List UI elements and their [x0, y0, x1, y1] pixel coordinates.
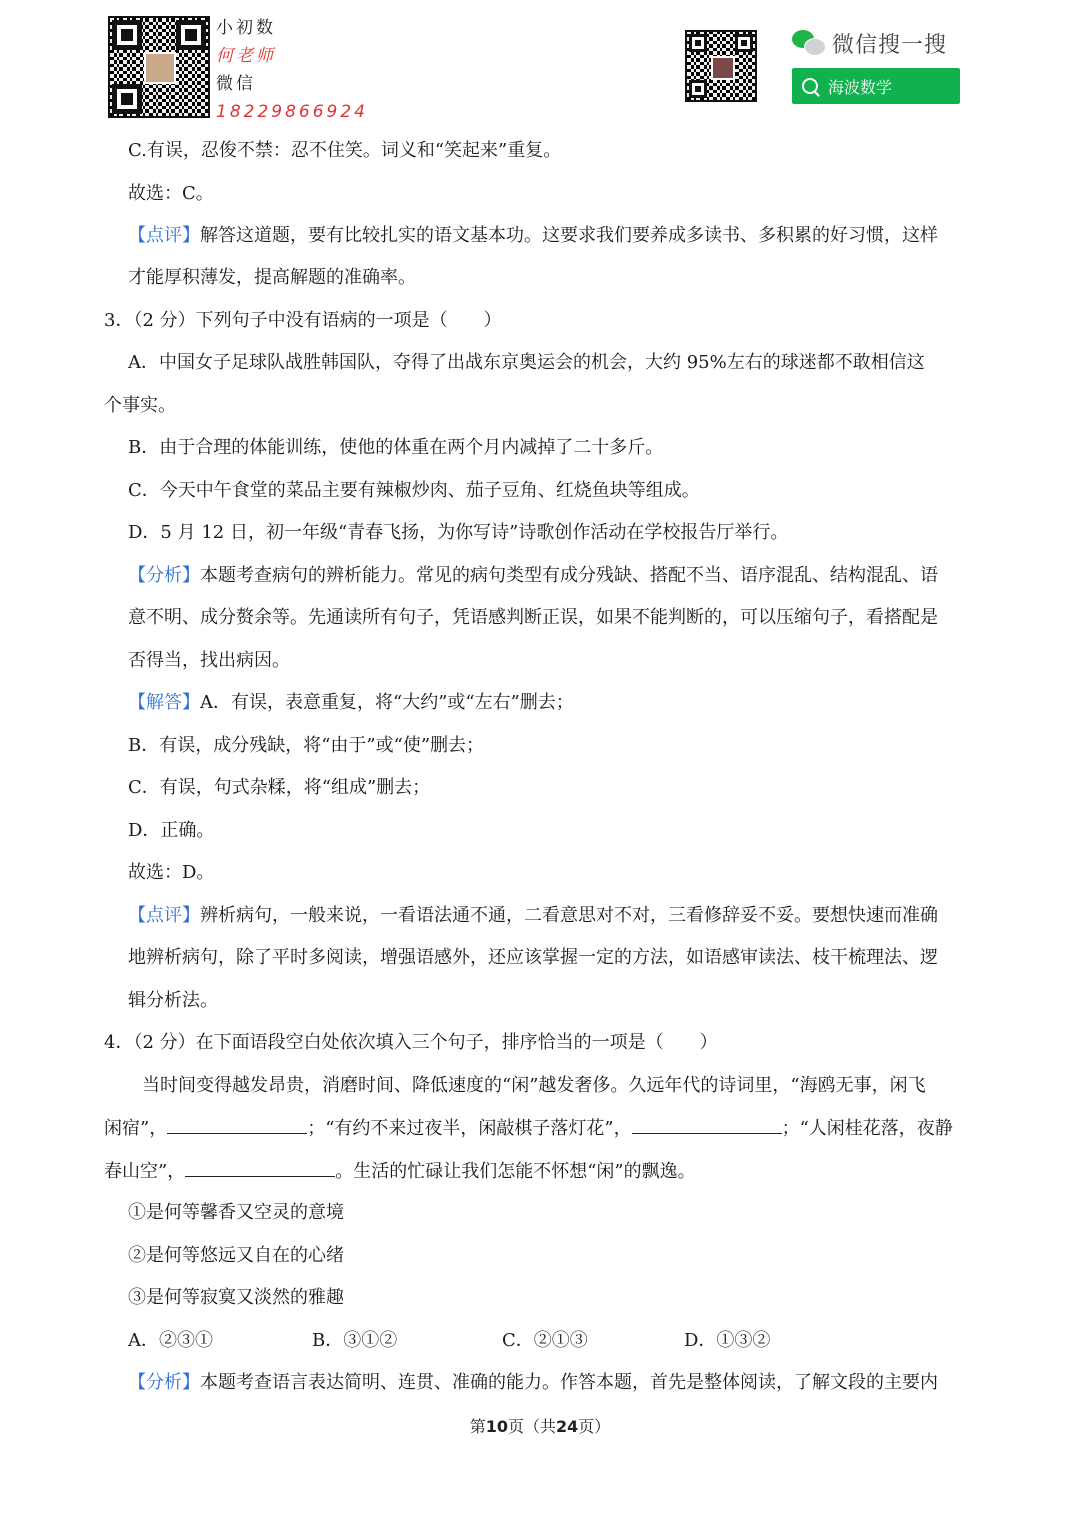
comment-text: 解答这道题，要有比较扎实的语文基本功。这要求我们要养成多读书、多积累的好习惯，这样	[200, 225, 938, 246]
text-line: C．有误，句式杂糅，将“组成”删去；	[128, 777, 431, 798]
comment-tag: 【点评】	[128, 225, 200, 246]
qr-finder	[176, 20, 206, 50]
qr-finder	[112, 84, 142, 114]
passage-text: 春山空”，	[104, 1161, 186, 1182]
fill-blank	[632, 1115, 782, 1134]
passage-line	[104, 1115, 953, 1142]
qr-finder	[735, 34, 753, 52]
analysis-text: 本题考查语言表达简明、连贯、准确的能力。作答本题，首先是整体阅读，了解文段的主要内	[200, 1372, 938, 1393]
passage-text: ；“人闲桂花落，夜静	[781, 1118, 953, 1139]
choice-c: C．②①③	[502, 1330, 588, 1351]
text-line: C.有误，忍俊不禁：忍不住笑。词义和“笑起来”重复。	[128, 140, 562, 161]
fill-blank	[185, 1158, 335, 1177]
text-line: 否得当，找出病因。	[128, 650, 290, 671]
sentence-option: ①是何等馨香又空灵的意境	[128, 1202, 344, 1223]
option-b: B．由于合理的体能训练，使他的体重在两个月内减掉了二十多斤。	[128, 437, 664, 458]
question-3: 3．（2 分）下列句子中没有语病的一项是（ ）	[104, 310, 502, 331]
comment-line	[128, 903, 938, 929]
text-line: 故选：C。	[128, 183, 214, 204]
analysis-line	[128, 1370, 938, 1396]
option-c: C．今天中午食堂的菜品主要有辣椒炒肉、茄子豆角、红烧鱼块等组成。	[128, 480, 700, 501]
text-line: B．有误，成分残缺，将“由于”或“使”删去；	[128, 735, 485, 756]
answer-tag: 【解答】	[128, 692, 200, 713]
qr-code-wechat	[685, 30, 757, 102]
passage-text: 闲宿”，	[104, 1118, 168, 1139]
text-line: 意不明、成分赘余等。先通读所有句子，凭语感判断正误，如果不能判断的，可以压缩句子，看搭配是	[128, 607, 938, 628]
footer-text: 第	[469, 1417, 486, 1436]
passage-text: ；“有约不来过夜半，闲敲棋子落灯花”，	[307, 1118, 632, 1139]
choice-a: A．②③①	[128, 1330, 213, 1351]
analysis-tag: 【分析】	[128, 1372, 200, 1393]
search-icon	[802, 78, 818, 94]
option-a-cont: 个事实。	[104, 395, 176, 416]
qr-code-teacher	[108, 16, 210, 118]
page-footer	[0, 1414, 1080, 1437]
passage-text: 。生活的忙碌让我们怎能不怀想“闲”的飘逸。	[335, 1161, 696, 1182]
answer-text: A．有误，表意重复，将“大约”或“左右”删去；	[200, 692, 574, 713]
footer-text: 页（共	[507, 1417, 556, 1436]
sentence-option: ②是何等悠远又自在的心绪	[128, 1245, 344, 1266]
sentence-option: ③是何等寂寞又淡然的雅趣	[128, 1287, 344, 1308]
teacher-line-3: 微信	[216, 74, 256, 94]
wechat-search-title: 微信搜一搜	[832, 32, 948, 58]
wechat-icon	[792, 30, 824, 56]
text-line: 才能厚积薄发，提高解题的准确率。	[128, 267, 416, 288]
analysis-text: 本题考查病句的辨析能力。常见的病句类型有成分残缺、搭配不当、语序混乱、结构混乱、语	[200, 565, 938, 586]
page-header	[0, 14, 1080, 124]
passage-line	[104, 1158, 696, 1185]
teacher-line-1: 小初数	[216, 18, 276, 38]
comment-tag: 【点评】	[128, 905, 200, 926]
option-a: A．中国女子足球队战胜韩国队，夺得了出战东京奥运会的机会，大约 95%左右的球迷都不敢相信这	[128, 352, 925, 373]
text-line: 故选：D。	[128, 862, 215, 883]
analysis-tag: 【分析】	[128, 565, 200, 586]
qr-finder	[112, 20, 142, 50]
analysis-line	[128, 563, 938, 589]
qr-center-logo	[711, 56, 735, 80]
search-button[interactable]	[792, 68, 960, 104]
total-pages: 24	[556, 1417, 579, 1436]
teacher-phone: 18229866924	[216, 102, 368, 122]
qr-finder	[689, 34, 707, 52]
search-button-label: 海波数学	[828, 77, 893, 97]
choice-b: B．③①②	[312, 1330, 398, 1351]
comment-line	[128, 223, 938, 249]
footer-text: 页）	[578, 1417, 611, 1436]
question-4: 4．（2 分）在下面语段空白处依次填入三个句子，排序恰当的一项是（ ）	[104, 1032, 718, 1053]
teacher-line-2: 何老师	[216, 46, 276, 66]
teacher-avatar	[144, 52, 176, 84]
text-line: 地辨析病句，除了平时多阅读，增强语感外，还应该掌握一定的方法，如语感审读法、枝干梳理法、逻	[128, 947, 938, 968]
text-line: D．正确。	[128, 820, 215, 841]
qr-finder	[689, 80, 707, 98]
page-number: 10	[485, 1417, 508, 1436]
comment-text: 辨析病句，一般来说，一看语法通不通，二看意思对不对，三看修辞妥不妥。要想快速而准确	[200, 905, 938, 926]
option-d: D．5 月 12 日，初一年级“青春飞扬，为你写诗”诗歌创作活动在学校报告厅举行。	[128, 522, 789, 543]
choice-d: D．①③②	[684, 1330, 771, 1351]
passage-line: 当时间变得越发昂贵，消磨时间、降低速度的“闲”越发奢侈。久远年代的诗词里，“海鸥无事，闲飞	[142, 1075, 926, 1096]
fill-blank	[167, 1115, 307, 1134]
wechat-search-widget	[792, 26, 960, 104]
answer-line	[128, 690, 574, 716]
text-line: 辑分析法。	[128, 990, 218, 1011]
teacher-contact	[216, 14, 368, 126]
